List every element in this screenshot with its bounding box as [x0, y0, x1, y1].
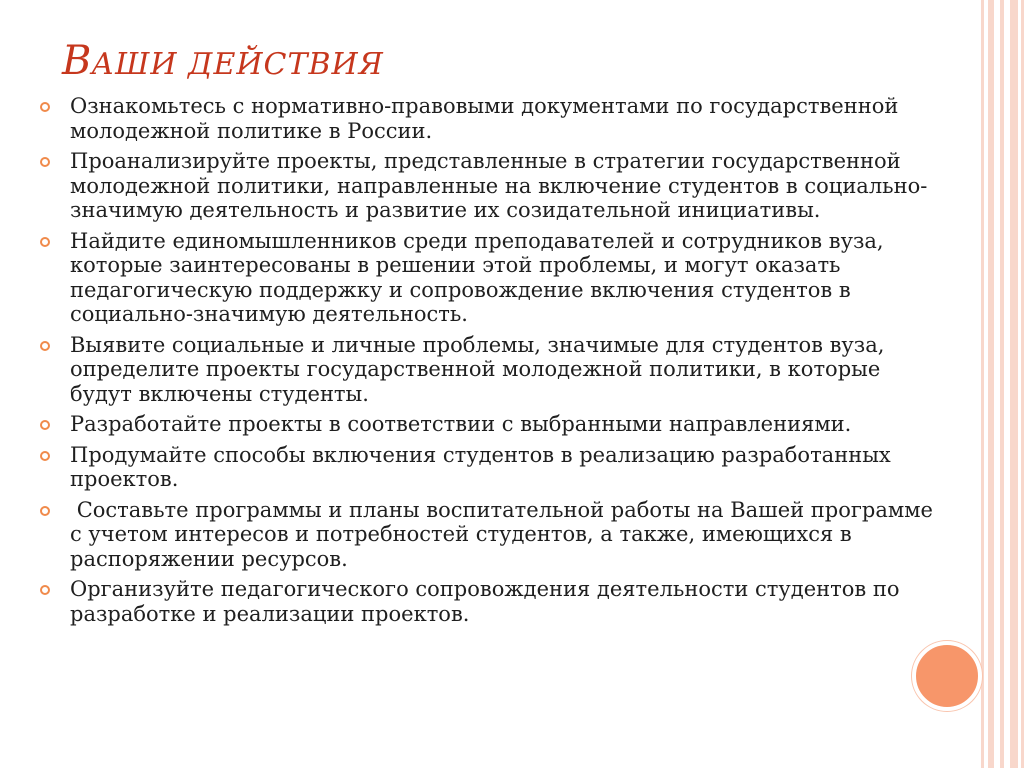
bullet-icon	[40, 102, 50, 112]
stripe	[1000, 0, 1004, 768]
bullet-icon	[40, 157, 50, 167]
title-initial: В	[62, 38, 92, 84]
bullet-icon	[40, 451, 50, 461]
decorative-circle	[912, 641, 982, 711]
stripe	[981, 0, 984, 768]
bullet-icon	[40, 341, 50, 351]
bullet-item	[40, 149, 940, 223]
decorative-stripes	[980, 0, 1024, 768]
bullet-item	[40, 229, 940, 327]
title-rest: АШИ ДЕЙСТВИЯ	[91, 47, 384, 82]
bullet-icon	[40, 506, 50, 516]
bullet-icon	[40, 585, 50, 595]
bullet-item	[40, 412, 940, 437]
stripe	[988, 0, 994, 768]
bullet-text: Разработайте проекты в соответствии с выбранными направлениями.	[70, 412, 852, 436]
bullet-text: Выявите социальные и личные проблемы, значимые для студентов вуза, определите проекты государственной молодежной политики, в которые будут включены студенты.	[70, 332, 885, 406]
bullet-item	[40, 577, 940, 626]
bullet-list	[40, 94, 940, 632]
bullet-text: Продумайте способы включения студентов в реализацию разработанных проектов.	[70, 442, 891, 491]
slide-title	[62, 38, 384, 84]
bullet-icon	[40, 420, 50, 430]
bullet-text: Проанализируйте проекты, представленные в стратегии государственной молодежной политики, направленные на включение студентов в социально-значимую деятельность и развитие их созидательной инициативы.	[70, 149, 928, 222]
bullet-icon	[40, 237, 50, 247]
bullet-text: Составьте программы и планы воспитательной работы на Вашей программе с учетом интересов и потребностей студентов, а также, имеющихся в распоряжении ресурсов.	[70, 497, 940, 571]
stripe	[1010, 0, 1018, 768]
bullet-item	[40, 443, 940, 492]
bullet-item	[40, 498, 940, 572]
bullet-text: Найдите единомышленников среди преподавателей и сотрудников вуза, которые заинтересованы в решении этой проблемы, и могут оказать педагогическую поддержку и сопровождение включения студентов в социально-значимую деятельность.	[70, 228, 884, 326]
bullet-item	[40, 333, 940, 407]
bullet-item	[40, 94, 940, 143]
bullet-text: Ознакомьтесь с нормативно-правовыми документами по государственной молодежной политике в России.	[70, 94, 899, 143]
bullet-text: Организуйте педагогического сопровождения деятельности студентов по разработке и реализации проектов.	[70, 577, 900, 626]
